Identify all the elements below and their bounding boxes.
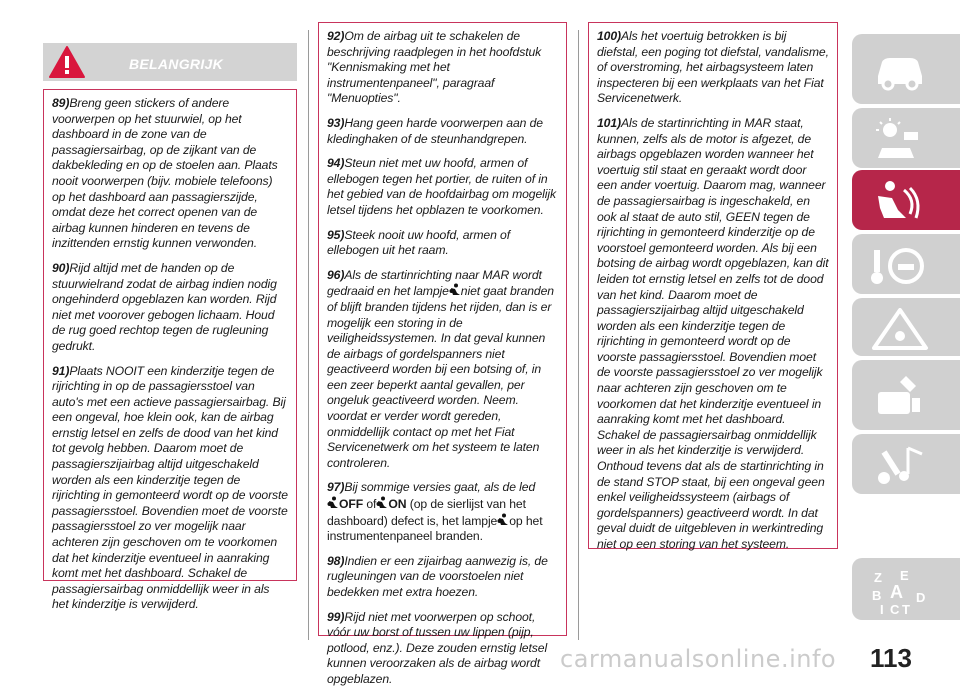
tab-car[interactable]: [852, 34, 960, 104]
key-steering-icon: [870, 244, 930, 288]
note-text: Breng geen stickers of andere voorwerpen op het stuurwiel, op het dashboard in de zone van de passagiersairbag, op de zijkant van de dakbekleding en op de stoelen aan. Plaats nooit voorwerpen (bijv. mobiele telefoons) op het dashboard aan passagierszijde, omdat deze het correct openen van de airbag kunnen hinderen en tevens de inzittenden ernstig kunnen verwonden.: [52, 96, 278, 251]
column-divider-2: [578, 30, 579, 640]
note-101: [597, 116, 829, 553]
music-note-icon: [870, 444, 930, 488]
note-91: [52, 364, 288, 614]
svg-text:E: E: [900, 568, 909, 583]
warning-header: [43, 43, 297, 81]
column-divider-1: [308, 30, 309, 640]
warning-title: BELANGRIJK: [129, 56, 224, 72]
airbag-warning-icon: [449, 283, 461, 296]
warning-triangle-icon: [48, 45, 86, 79]
note-95: 95)Steek nooit uw hoofd, armen of ellebogen uit het raam.: [327, 227, 511, 258]
tab-emergency[interactable]: [852, 298, 960, 356]
tab-multimedia[interactable]: [852, 434, 960, 494]
note-97: 97)Bij sommige versies gaat, als de led OFF of ON (op de sierlijst van het dashboard) defect is, het lampje op het instrumentenpaneel branden.: [327, 480, 543, 544]
svg-text:A: A: [890, 582, 903, 602]
column-3-paragraphs: [597, 29, 829, 553]
svg-text:I: I: [880, 602, 884, 616]
airbag-on-icon: [376, 496, 388, 509]
note-94: 94)Steun niet met uw hoofd, armen of ellebogen tegen het portier, de ruiten of in het gebied van de hoofdairbag om mogelijk letsel tijdens het opblazen te voorkomen.: [327, 156, 556, 217]
note-93: 93)Hang geen harde voorwerpen aan de kledinghaken of de steunhandgrepen.: [327, 115, 543, 146]
column-2-box: [318, 22, 567, 686]
svg-text:Z: Z: [874, 570, 882, 585]
airbag-warning-icon: [497, 513, 509, 526]
tab-safety[interactable]: [852, 170, 960, 230]
note-text: Plaats NOOIT een kinderzitje tegen de rijrichting in op de passagiersstoel van auto's met een actieve passagiersairbag. Bij een ongeval, hoe klein ook, kan de airbag ernstig letsel en zelfs de dood van het kind tot gevolg hebben. Daarom moet de passagierszijairbag altijd uitgeschakeld worden als een kinderzitje tegen de rijrichting in gemonteerd wordt op de voorste passagiersstoel. Bovendien moet de voorste passagiersstoel zo ver mogelijk naar achteren zijn geschoven om te voorkomen dat het kinderzitje eventueel in aanraking komt met het dashboard. Schakel de passagiersairbag onmiddellijk weer in als het kinderzitje is verwijderd.: [52, 363, 288, 612]
column-1-paragraphs: [52, 96, 288, 613]
dashboard-lights-icon: [870, 118, 930, 162]
note-number: 91): [52, 363, 70, 378]
column-3-box: [588, 22, 838, 549]
alphabet-index-icon: [870, 568, 940, 616]
tab-dashboard-lights[interactable]: [852, 108, 960, 168]
svg-text:D: D: [916, 590, 926, 605]
note-number: 100): [597, 29, 621, 43]
airbag-seat-icon: [870, 180, 930, 224]
page-number: 113: [870, 643, 912, 673]
wrench-icon: [870, 370, 930, 420]
tab-maintenance[interactable]: [852, 360, 960, 430]
note-text: Als de startinrichting in MAR staat, kunnen, zelfs als de motor is afgezet, de airbags opgeblazen worden wanneer het voertuig stil staat en geraakt wordt door een ander voertuig. Daarom mag, wanneer de passagiersairbag is ingeschakeld, en ook al staat de auto stil, GEEN tegen de rijrichting in gemonteerd kinderzitje op de voorstoel gemonteerd worden. Als bij een botsing de airbag wordt opgeblazen, kan dit leiden tot ernstig letsel en zelfs tot de dood van het kind. Daarom moet de passagierszijairbag altijd uitgeschakeld worden als een kinderzitje tegen de rijrichting in gemonteerd wordt op de voorste passagiersstoel. Bovendien moet de voorste passagiersstoel zo ver mogelijk naar achteren zijn geschoven om te voorkomen dat het kinderzitje eventueel in aanraking komt met het dashboard. Schakel de passagiersairbag onmiddellijk weer in als het kinderzitje is verwijderd. Onthoud tevens dat als de startinrichting in de stand STOP staat, bij een ongeval geen enkel veiligheidssysteem (airbags of gordelspanners) geactiveerd wordt. In dat geval duidt de uitgebleven in werkintreding niet op een storing van het systeem.: [597, 115, 829, 551]
note-100: [597, 29, 829, 107]
note-92: 92)Om de airbag uit te schakelen de beschrijving raadplegen in het hoofdstuk "Kennismaking met het instrumentenpaneel", paragraaf "Menuopties".: [327, 29, 542, 106]
watermark: carmanualsonline.info: [560, 645, 837, 673]
note-99: 99)Rijd niet met voorwerpen op schoot, vóór uw borst of tussen uw lippen (pijp, potlood, enz.). Deze zouden ernstig letsel kunnen veroorzaken als de airbag wordt opgeblazen.: [327, 609, 548, 686]
note-text: Als het voertuig betrokken is bij diefstal, een poging tot diefstal, vandalisme, of overstroming, het airbagsysteem laten inspecteren bij een werkplaats van het Fiat Servicenetwerk.: [597, 29, 829, 106]
note-text: Rijd altijd met de handen op de stuurwielrand zodat de airbag indien nodig ongehinderd opgeblazen kan worden. Rijd niet met voorover gebogen lichaam. Houd de rug goed rechtop tegen de rugleuning gedrukt.: [52, 260, 277, 353]
svg-text:T: T: [902, 602, 910, 616]
column-1-box: [43, 89, 297, 612]
warning-triangle-icon: [870, 308, 930, 352]
note-96: 96)Als de startinrichting naar MAR wordt gedraaid en het lampje niet gaat branden of blijft branden tijdens het rijden, dan is er mogelijk een storing in de veiligheidssystemen. In dat geval kunnen de airbags of gordelspanners niet geactiveerd worden bij een botsing of, in een zeer beperkt aantal gevallen, per ongeluk geactiveerd worden. Neem. voordat er verder wordt gereden, onmiddellijk contact op met het Fiat Servicenetwerk om het systeem te laten controleren.: [327, 267, 554, 470]
note-number: 101): [597, 115, 621, 130]
airbag-off-icon: [327, 496, 339, 509]
svg-text:C: C: [890, 602, 900, 616]
note-98: 98)Indien er een zijairbag aanwezig is, de rugleuningen van de voorstoelen niet bedekken met extra hoezen.: [327, 553, 548, 599]
note-90: [52, 261, 288, 355]
note-number: 90): [52, 260, 70, 275]
note-number: 89): [52, 96, 70, 110]
tab-index[interactable]: [852, 558, 960, 620]
tab-driving[interactable]: [852, 234, 960, 294]
car-icon: [870, 44, 930, 94]
note-89: [52, 96, 288, 252]
svg-text:B: B: [872, 588, 882, 603]
